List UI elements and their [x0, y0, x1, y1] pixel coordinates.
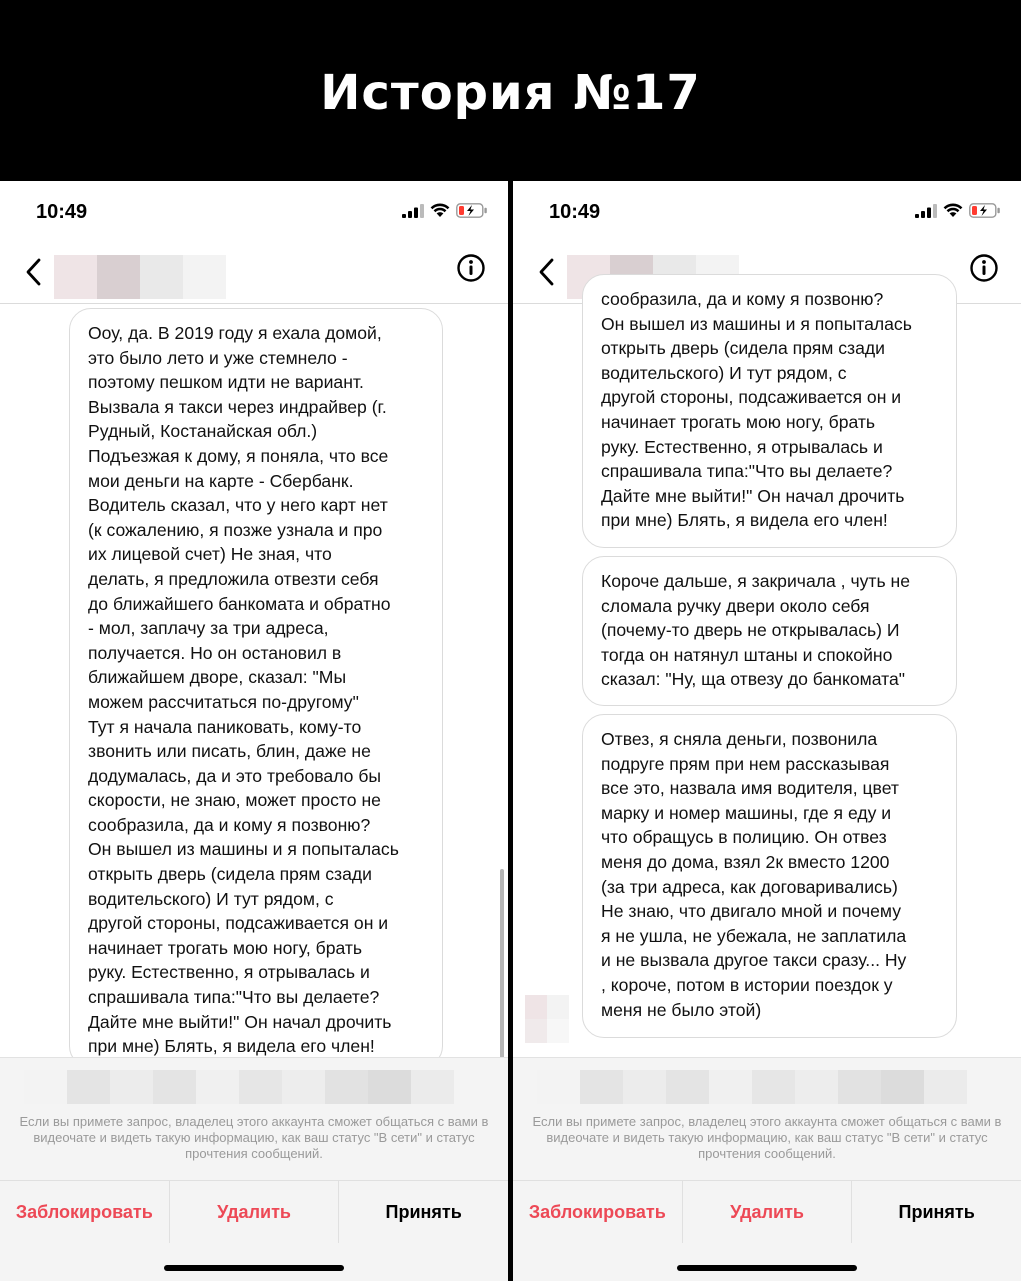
message-line: Тут я начала паниковать, кому-то	[88, 716, 362, 737]
scrollbar[interactable]	[500, 869, 504, 1064]
block-button[interactable]: Заблокировать	[0, 1181, 169, 1243]
signal-icon	[915, 204, 937, 218]
message-line: звонить или писать, блин, даже не	[88, 741, 371, 762]
message-thread[interactable]	[0, 304, 508, 1056]
message-line: руку. Естественно, я отрывалась и	[88, 962, 370, 983]
wifi-icon	[943, 203, 963, 218]
left-phone-screenshot	[0, 181, 508, 1280]
message-line: поэтому пешком идти не вариант.	[88, 372, 364, 393]
message-line: сообразила, да и кому я позвоню?	[88, 814, 371, 835]
home-indicator	[677, 1265, 857, 1271]
message-bubble	[69, 308, 443, 1068]
message-line: водительского) И тут рядом, с	[601, 362, 847, 383]
message-line: водительского) И тут рядом, с	[88, 888, 334, 909]
message-line: Ооу, да. В 2019 году я ехала домой,	[88, 323, 382, 343]
message-line: до ближайшего банкомата и обратно	[88, 593, 391, 614]
request-footer	[513, 1057, 1021, 1281]
message-line: (за три адреса, как договаривались)	[601, 876, 898, 897]
message-line: Он вышел из машины и я попыталась	[88, 839, 399, 860]
message-line: Водитель сказал, что у него карт нет	[88, 495, 388, 516]
battery-low-icon	[456, 203, 488, 218]
message-bubble	[582, 274, 957, 548]
message-line: другой стороны, подсаживается он и	[88, 913, 389, 934]
message-line: я не ушла, не убежала, не заплатила	[601, 925, 907, 946]
message-line: получается. Но он остановил в	[88, 642, 342, 663]
message-line: Дайте мне выйти!" Он начал дрочить	[88, 1011, 392, 1032]
message-line: что обращусь в полицию. Он отвез	[601, 827, 887, 848]
message-line: , короче, потом в истории поездок у	[601, 974, 893, 995]
message-line: это было лето и уже стемнело -	[88, 347, 348, 368]
message-line: подруге прям при нем рассказывая	[601, 753, 890, 774]
message-line: Подъезжая к дому, я поняла, что все	[88, 445, 389, 466]
title-banner	[0, 0, 1021, 181]
wifi-icon	[430, 203, 450, 218]
request-actions	[0, 1180, 508, 1243]
message-line: начинает трогать мою ногу, брать	[601, 411, 876, 432]
request-notice: Если вы примете запрос, владелец этого аккаунта сможет общаться с вами в видеочате и видеть такую информацию, как ваш статус "В сети" и статус прочтения сообщений.	[532, 1114, 1002, 1161]
request-actions	[513, 1180, 1021, 1243]
message-line: руку. Естественно, я отрывалась и	[601, 436, 883, 457]
block-button[interactable]: Заблокировать	[513, 1181, 682, 1243]
battery-low-icon	[969, 203, 1001, 218]
message-line: другой стороны, подсаживается он и	[601, 387, 902, 408]
request-notice: Если вы примете запрос, владелец этого аккаунта сможет общаться с вами в видеочате и видеть такую информацию, как ваш статус "В сети" и статус прочтения сообщений.	[19, 1114, 489, 1161]
message-thread[interactable]	[513, 289, 1021, 1056]
message-line: сообразила, да и кому я позвоню?	[601, 289, 884, 309]
message-line: додумалась, да и это требовало бы	[88, 765, 382, 786]
right-phone-screenshot	[513, 181, 1021, 1280]
message-line: мои деньги на карте - Сбербанк.	[88, 470, 354, 491]
request-footer	[0, 1057, 508, 1281]
message-line: открыть дверь (сидела прям сзади	[601, 338, 885, 359]
message-line: скорости, не знаю, может просто не	[88, 790, 381, 811]
message-line: (почему-то дверь не открывалась) И	[601, 620, 900, 641]
status-bar	[513, 181, 1021, 241]
message-line: - мол, заплачу за три адреса,	[88, 618, 329, 639]
delete-button[interactable]: Удалить	[682, 1181, 852, 1243]
message-line: при мне) Блять, я видела его член!	[601, 510, 888, 531]
message-line: делать, я предложила отвезти себя	[88, 568, 379, 589]
message-line: ближайшем дворе, сказал: "Мы	[88, 667, 347, 688]
message-line: начинает трогать мою ногу, брать	[88, 937, 363, 958]
accept-button[interactable]: Принять	[851, 1181, 1021, 1243]
chevron-left-icon[interactable]	[535, 257, 559, 287]
story-title: История №17	[320, 64, 701, 121]
chat-header	[0, 241, 508, 304]
message-line: Вызвала я такси через индрайвер (г.	[88, 396, 387, 417]
message-line: и не вызвала другое такси сразу... Ну	[601, 950, 907, 971]
message-line: (к сожалению, я позже узнала и про	[88, 519, 383, 540]
message-line: открыть дверь (сидела прям сзади	[88, 864, 372, 885]
accept-button[interactable]: Принять	[338, 1181, 508, 1243]
message-line: сломала ручку двери около себя	[601, 595, 870, 616]
message-line: их лицевой счет) Не зная, что	[88, 544, 332, 565]
signal-icon	[402, 204, 424, 218]
avatar	[525, 995, 569, 1043]
delete-button[interactable]: Удалить	[169, 1181, 339, 1243]
chevron-left-icon[interactable]	[22, 257, 46, 287]
blurred-username	[54, 255, 226, 299]
info-circle-icon[interactable]	[969, 253, 999, 283]
message-line: Отвез, я сняла деньги, позвонила	[601, 729, 878, 749]
message-line: спрашивала типа:"Что вы делаете?	[88, 987, 380, 1008]
message-line: при мне) Блять, я видела его член!	[88, 1036, 375, 1057]
message-line: все это, назвала имя водителя, цвет	[601, 778, 899, 799]
home-indicator	[164, 1265, 344, 1271]
blurred-text-row	[537, 1070, 967, 1104]
message-line: Короче дальше, я закричала , чуть не	[601, 571, 911, 591]
status-icons	[402, 203, 488, 218]
message-line: Дайте мне выйти!" Он начал дрочить	[601, 485, 905, 506]
message-line: меня не было этой)	[601, 999, 762, 1020]
status-bar	[0, 181, 508, 241]
message-bubble	[582, 556, 957, 706]
message-line: сказал: "Ну, ща отвезу до банкомата"	[601, 669, 906, 690]
message-line: Рудный, Костанайская обл.)	[88, 421, 318, 442]
status-icons	[915, 203, 1001, 218]
message-bubble	[582, 714, 957, 1038]
message-line: можем рассчитаться по-другому"	[88, 691, 359, 712]
blurred-text-row	[24, 1070, 454, 1104]
info-circle-icon[interactable]	[456, 253, 486, 283]
message-line: тогда он натянул штаны и спокойно	[601, 644, 893, 665]
message-line: спрашивала типа:"Что вы делаете?	[601, 461, 893, 482]
message-line: марку и номер машины, где я еду и	[601, 802, 892, 823]
message-line: Он вышел из машины и я попыталась	[601, 313, 912, 334]
message-line: меня до дома, взял 2к вместо 1200	[601, 851, 890, 872]
message-line: Не знаю, что двигало мной и почему	[601, 901, 902, 922]
status-time: 10:49	[36, 201, 88, 223]
status-time: 10:49	[549, 201, 601, 223]
